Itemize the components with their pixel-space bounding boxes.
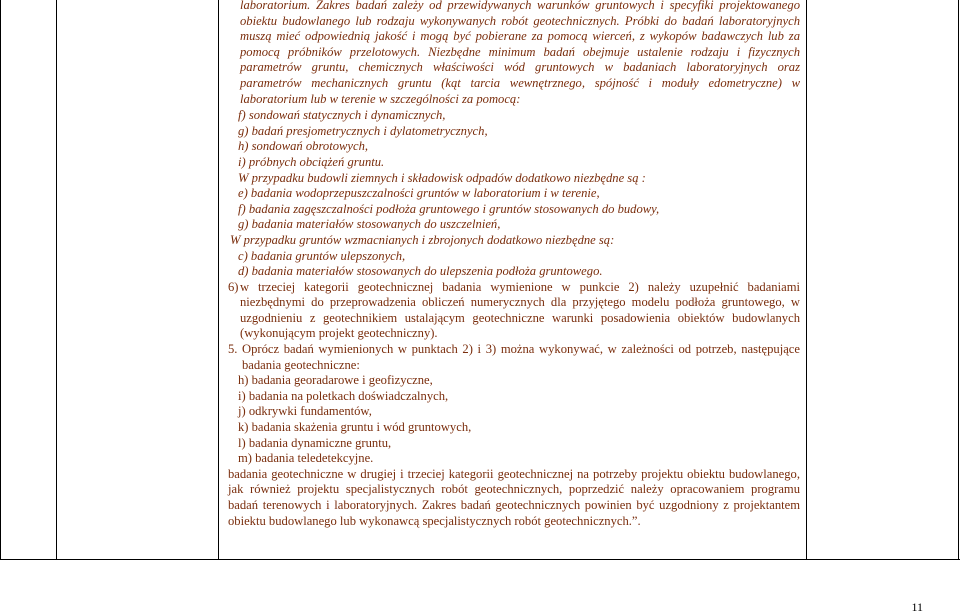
list-item: g) badań presjometrycznych i dylatometrycznych, xyxy=(238,123,488,138)
list-earthworks xyxy=(228,186,800,233)
list-additional-tests xyxy=(228,373,800,467)
list-item: i) próbnych obciążeń gruntu. xyxy=(238,154,385,169)
list-item: j) odkrywki fundamentów, xyxy=(238,404,372,419)
intro-earthworks: W przypadku budowli ziemnych i składowisk odpadów dodatkowo niezbędne są : xyxy=(238,170,646,185)
list-item: d) badania materiałów stosowanych do ulepszenia podłoża gruntowego. xyxy=(238,264,603,279)
table-column-divider xyxy=(806,0,807,560)
list-item: g) badania materiałów stosowanych do uszczelnień, xyxy=(238,217,501,232)
paragraph-lab-tests: laboratorium. Zakres badań zależy od przewidywanych warunków gruntowych i specyfiki projektowanego obiektu budowlanego lub rodzaju wykonywanych robót geotechnicznych. Próbki do badań laboratoryjnych muszą mieć odpowiednią jakość i mogą być pobierane za pomocą wierceń, z wykopów badawczych lub za pomocą próbników przelotowych. Niezbędne minimum badań obejmuje ustalenie rodzaju i fizycznych parametrów gruntu, chemicznych właściwości wód gruntowych w badaniach laboratoryjnych oraz parametrów mechanicznych gruntu (kąt tarcia wewnętrznego, spójność i moduły edometryczne) w laboratorium lub w terenie w szczególności za pomocą: xyxy=(240,0,800,106)
intro-reinforced-soils: W przypadku gruntów wzmacnianych i zbrojonych dodatkowo niezbędne są: xyxy=(230,232,615,247)
table-bottom-border xyxy=(0,559,960,560)
list-item: i) badania na poletkach doświadczalnych, xyxy=(238,388,449,403)
paragraph-label: 6) xyxy=(228,279,239,294)
paragraph-text: w trzeciej kategorii geotechnicznej badania wymienione w punkcie 2) należy uzupełnić badaniami niezbędnymi do przeprowadzenia obliczeń numerycznych dla przyjętego modelu podłoża gruntowego, w uzgodnieniu z geotechnikiem ustalającym geotechniczne warunki posadowienia obiektów budowlanych (wykonującym projekt geotechniczny). xyxy=(240,279,800,341)
table-border-right xyxy=(958,0,959,560)
paragraph-point-five xyxy=(228,342,800,373)
closing-paragraph: badania geotechniczne w drugiej i trzeciej kategorii geotechnicznej na potrzeby projektu obiektu budowlanego, jak również projektu specjalistycznych robót geotechnicznych, poprzedzić należy opracowaniem programu badań terenowych i laboratoryjnych. Zakres badań geotechnicznych powinien być uzgodniony z projektantem obiektu budowlanego lub wykonawcą specjalistycznych robót geotechnicznych.”. xyxy=(228,466,800,528)
list-item: m) badania teledetekcyjne. xyxy=(238,451,374,466)
list-item: f) sondowań statycznych i dynamicznych, xyxy=(238,108,446,123)
table-column-divider xyxy=(218,0,219,560)
paragraph-text: Oprócz badań wymienionych w punktach 2) i 3) można wykonywać, w zależności od potrzeb, następujące badania geotechniczne: xyxy=(242,342,800,372)
list-item: h) badania georadarowe i geofizyczne, xyxy=(238,373,433,388)
list-item: k) badania skażenia gruntu i wód gruntowych, xyxy=(238,420,472,435)
list-item: h) sondowań obrotowych, xyxy=(238,139,369,154)
document-cell xyxy=(228,0,800,529)
page-number: 11 xyxy=(911,600,923,614)
paragraph-label: 5. xyxy=(228,342,238,357)
list-item: e) badania wodoprzepuszczalności gruntów w laboratorium i w terenie, xyxy=(238,186,600,201)
paragraph-category-three xyxy=(228,280,800,342)
list-item: f) badania zagęszczalności podłoża gruntowego i gruntów stosowanych do budowy, xyxy=(238,201,660,216)
list-tests xyxy=(228,108,800,170)
list-reinforced-soils xyxy=(228,249,800,280)
table-border-left xyxy=(0,0,1,560)
table-column-divider xyxy=(56,0,57,560)
list-item: c) badania gruntów ulepszonych, xyxy=(238,248,406,263)
list-item: l) badania dynamiczne gruntu, xyxy=(238,435,392,450)
